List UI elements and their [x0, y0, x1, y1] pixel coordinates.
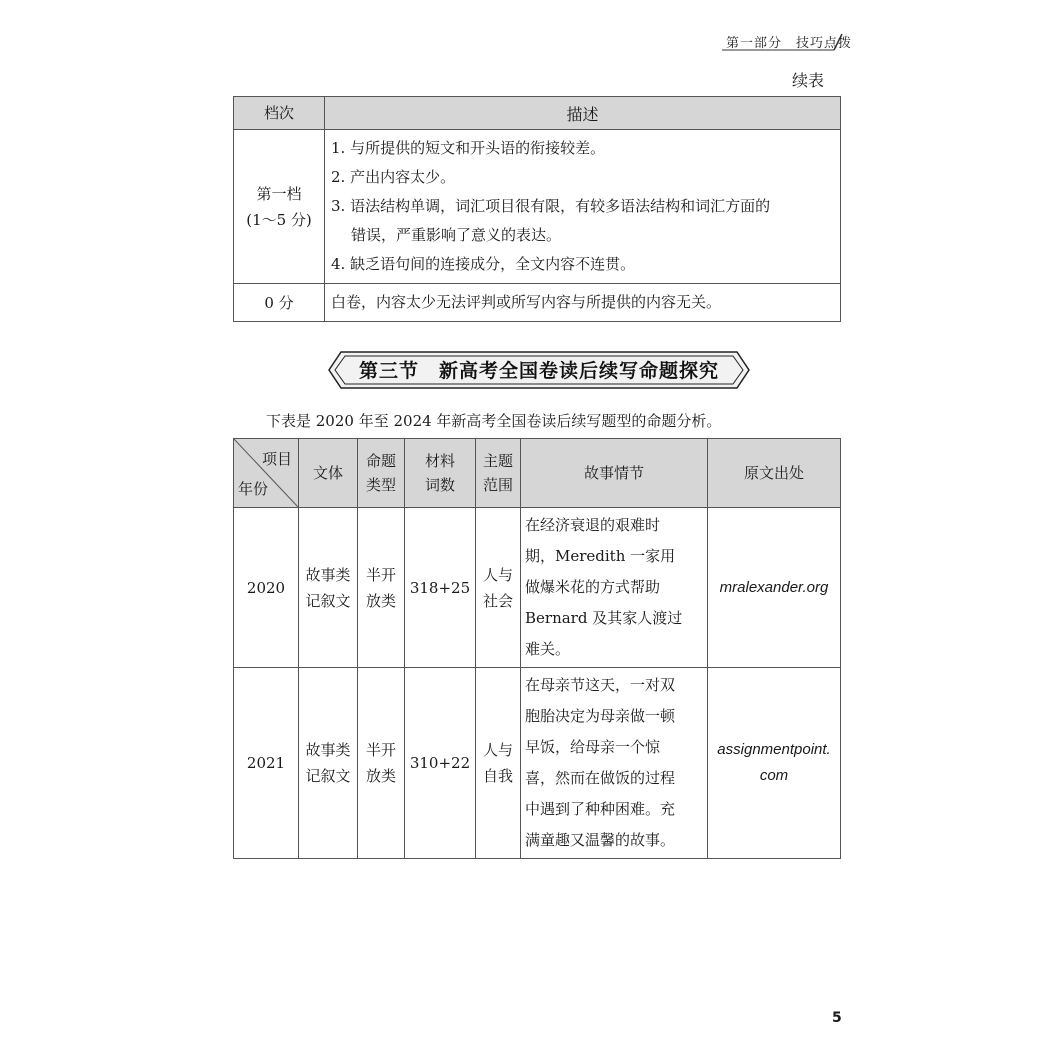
analysis-table — [233, 438, 841, 859]
description-cell — [325, 130, 841, 284]
desc-line: 错误，严重影响了意义的表达。 — [351, 226, 562, 244]
desc-line: 4. 缺乏语句间的连接成分，全文内容不连贯。 — [331, 255, 636, 273]
table-row — [234, 130, 841, 284]
words-cell: 318+25 — [405, 508, 476, 668]
continued-label: 续表 — [792, 71, 825, 90]
desc-line: 1. 与所提供的短文和开头语的衔接较差。 — [331, 139, 606, 157]
desc-line: 3. 语法结构单调，词汇项目很有限，有较多语法结构和词汇方面的 — [331, 197, 771, 215]
intro-paragraph: 下表是 2020 年至 2024 年新高考全国卷读后续写题型的命题分析。 — [266, 412, 722, 430]
table-row — [234, 508, 841, 668]
words-cell: 310+22 — [405, 668, 476, 859]
table1-header-desc: 描述 — [325, 97, 841, 130]
section-title: 第三节 新高考全国卷读后续写命题探究 — [358, 360, 719, 382]
header-words: 材料 词数 — [405, 439, 476, 508]
level-range: (1～5 分) — [246, 210, 312, 229]
header-theme: 主题 范围 — [476, 439, 521, 508]
story-cell: 在经济衰退的艰难时 期，Meredith 一家用 做爆米花的方式帮助 Bernard 及其家人渡过 难关。 — [521, 508, 708, 668]
genre-cell: 故事类 记叙文 — [299, 668, 358, 859]
table-row — [234, 668, 841, 859]
description-cell: 白卷，内容太少无法评判或所写内容与所提供的内容无关。 — [325, 284, 841, 322]
level-cell — [234, 130, 325, 284]
section-title-banner — [327, 350, 751, 390]
desc-line: 2. 产出内容太少。 — [331, 168, 456, 186]
level-cell: 0 分 — [234, 284, 325, 322]
table-row — [234, 284, 841, 322]
source-cell: mralexander.org — [708, 508, 841, 668]
header-type: 命题 类型 — [358, 439, 405, 508]
year-cell: 2021 — [234, 668, 299, 859]
type-cell: 半开 放类 — [358, 668, 405, 859]
year-cell: 2020 — [234, 508, 299, 668]
corner-header-cell — [234, 439, 299, 508]
page-number: 5 — [832, 1010, 842, 1026]
type-cell: 半开 放类 — [358, 508, 405, 668]
table1-header-level: 档次 — [234, 97, 325, 130]
source-cell: assignmentpoint. com — [708, 668, 841, 859]
header-source: 原文出处 — [708, 439, 841, 508]
level-name: 第一档 — [256, 184, 302, 203]
running-header — [722, 28, 853, 54]
header-story: 故事情节 — [521, 439, 708, 508]
header-label: 第一部分 技巧点拨 — [726, 36, 853, 51]
scoring-table — [233, 96, 841, 322]
story-cell: 在母亲节这天，一对双 胞胎决定为母亲做一顿 早饭，给母亲一个惊 喜，然而在做饭的过程 中遇到了种种困难。充 满童趣又温馨的故事。 — [521, 668, 708, 859]
corner-bottom-label: 年份 — [238, 480, 269, 498]
corner-top-label: 项目 — [261, 450, 292, 468]
genre-cell: 故事类 记叙文 — [299, 508, 358, 668]
theme-cell: 人与 社会 — [476, 508, 521, 668]
theme-cell: 人与 自我 — [476, 668, 521, 859]
header-genre: 文体 — [299, 439, 358, 508]
